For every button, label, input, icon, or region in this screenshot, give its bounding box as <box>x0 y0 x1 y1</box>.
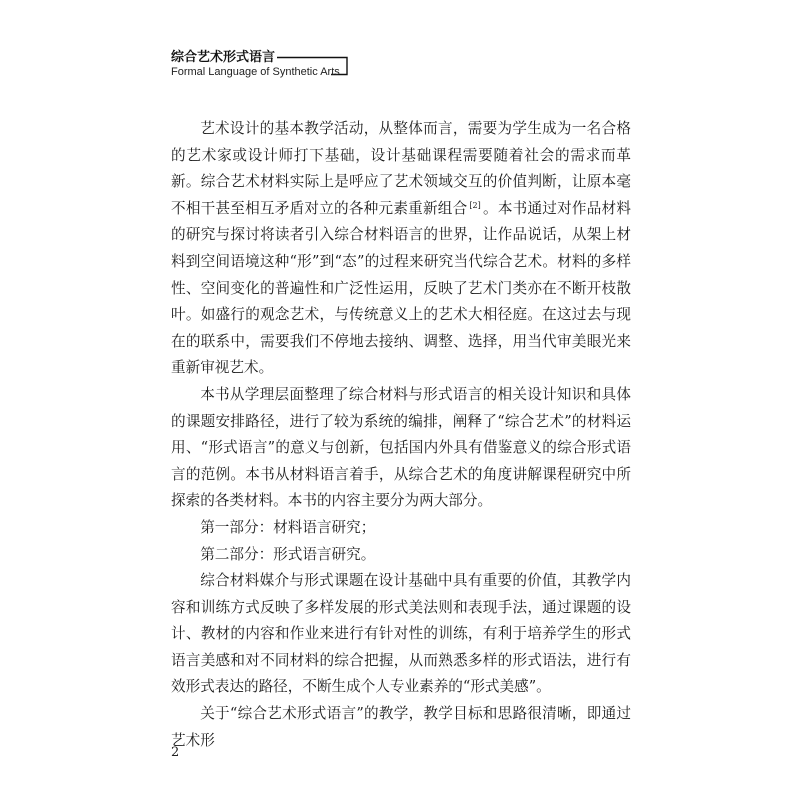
paragraph-1-text-a: 艺术设计的基本教学活动，从整体而言，需要为学生成为一名合格的艺术家或设计师打下基础，设计基础课程需要随着社会的需求而革新。综合艺术材料实际上是呼应了艺术领域交互的价值判断，让原本毫不相干甚至相互矛盾对立的各种元素重新组合 <box>171 120 631 217</box>
body-text <box>171 116 631 754</box>
running-header <box>171 50 351 80</box>
paragraph-6: 关于“综合艺术形式语言”的教学，教学目标和思路很清晰，即通过艺术形 <box>171 705 631 749</box>
part-one-line: 第一部分：材料语言研究； <box>200 518 376 536</box>
citation-reference: [2] <box>469 200 481 210</box>
paragraph-2: 本书从学理层面整理了综合材料与形式语言的相关设计知识和具体的课题安排路径，进行了较为系统的编排，阐释了“综合艺术”的材料运用、“形式语言”的意义与创新，包括国内外具有借鉴意义的综合形式语言的范例。本书从材料语言着手，从综合艺术的角度讲解课程研究中所探索的各类材料。本书的内容主要分为两大部分。 <box>171 385 631 510</box>
page-number: 2 <box>171 745 180 760</box>
paragraph-5: 综合材料媒介与形式课题在设计基础中具有重要的价值，其教学内容和训练方式反映了多样发展的形式美法则和表现手法，通过课题的设计、教材的内容和作业来进行有针对性的训练，有利于培养学生的形式语言美感和对不同材料的综合把握，从而熟悉多样的形式语法，进行有效形式表达的路径，不断生成个人专业素养的“形式美感”。 <box>171 572 631 696</box>
part-two-line: 第二部分：形式语言研究。 <box>200 545 376 563</box>
paragraph-1-text-b: 。本书通过对作品材料的研究与探讨将读者引入综合材料语言的世界，让作品说话，从架上材料到空间语境这种“形”到“态”的过程来研究当代综合艺术。材料的多样性、空间变化的普遍性和广泛性运用，反映了艺术门类亦在不断开枝散叶。如盛行的观念艺术，与传统意义上的艺术大相径庭。在这过去与现在的联系中，需要我们不停地去接纳、调整、选择，用当代审美眼光来重新审视艺术。 <box>171 199 631 377</box>
book-title-chinese: 综合艺术形式语言 <box>171 50 276 65</box>
book-title-english: Formal Language of Synthetic Arts <box>171 66 340 78</box>
paragraph-1 <box>171 116 631 382</box>
